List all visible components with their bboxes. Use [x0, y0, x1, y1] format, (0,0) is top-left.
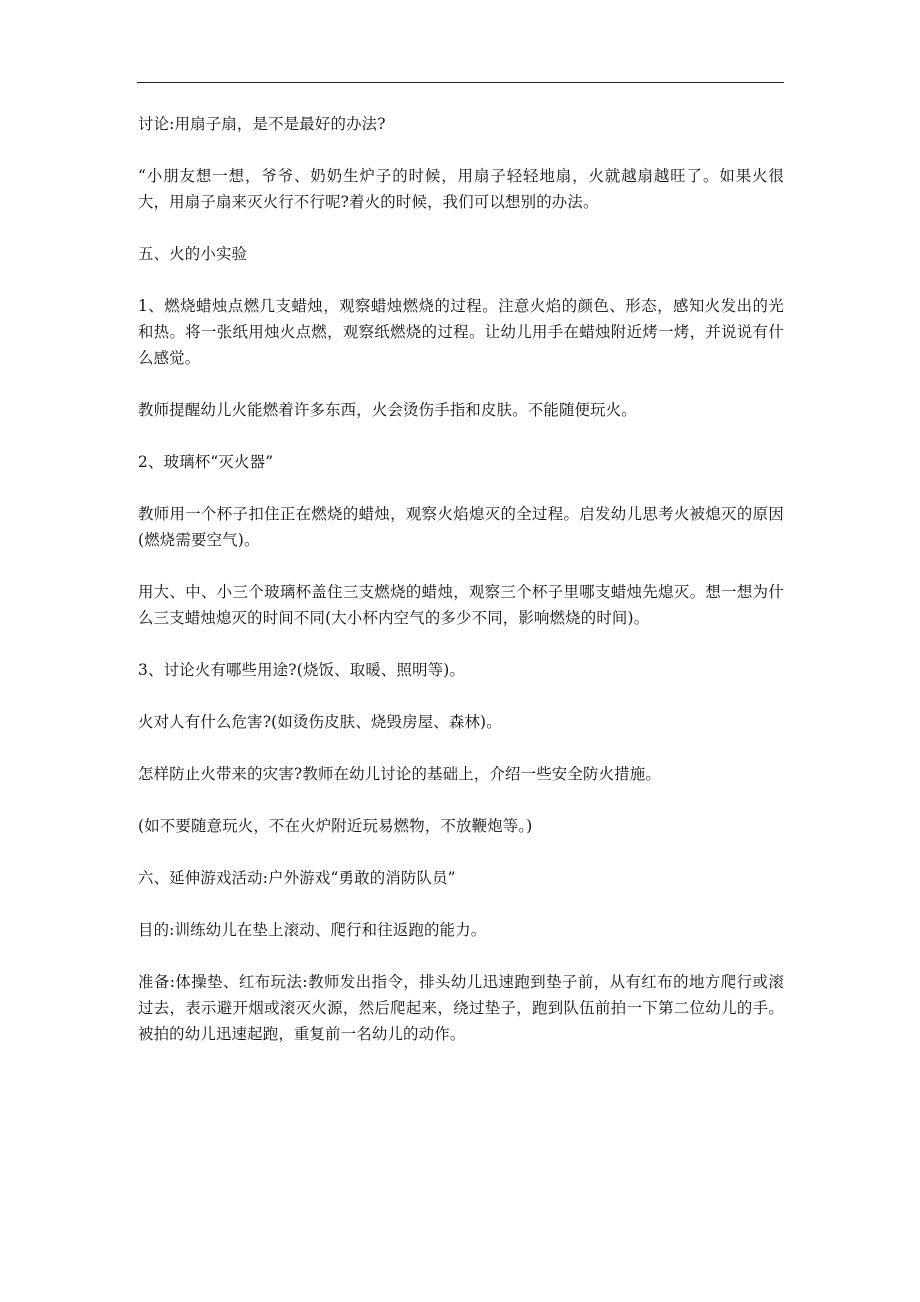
- document-body: [138, 111, 784, 1073]
- paragraph-cup-over-candle: 教师用一个杯子扣住正在燃烧的蜡烛，观察火焰熄灭的全过程。启发幼儿思考火被熄灭的原因(燃烧需要空气)。: [138, 505, 784, 549]
- paragraph-three-cups: 用大、中、小三个玻璃杯盖住三支燃烧的蜡烛，观察三个杯子里哪支蜡烛先熄灭。想一想为什么三支蜡烛熄灭的时间不同(大小杯内空气的多少不同，影响燃烧的时间)。: [138, 583, 784, 627]
- paragraph-fire-prevention: 怎样防止火带来的灾害?教师在幼儿讨论的基础上，介绍一些安全防火措施。: [138, 765, 661, 783]
- paragraph-game-preparation: 准备:体操垫、红布玩法:教师发出指令，排头幼儿迅速跑到垫子前，从有红布的地方爬行或滚过去，表示避开烟或滚灭火源，然后爬起来，绕过垫子，跑到队伍前拍一下第二位幼儿的手。被拍的幼儿迅速起跑，重复前一名幼儿的动作。: [138, 973, 784, 1043]
- paragraph-game-goal: 目的:训练幼儿在垫上滚动、爬行和往返跑的能力。: [138, 921, 487, 939]
- paragraph-fire-uses: 3、讨论火有哪些用途?(烧饭、取暖、照明等)。: [138, 661, 466, 679]
- paragraph-fire-dangers: 火对人有什么危害?(如烫伤皮肤、烧毁房屋、森林)。: [138, 713, 502, 731]
- section-heading-extension-game: 六、延伸游戏活动:户外游戏“勇敢的消防队员”: [138, 869, 456, 887]
- paragraph-teacher-reminder: 教师提醒幼儿火能燃着许多东西，火会烫伤手指和皮肤。不能随便玩火。: [138, 401, 637, 419]
- section-heading-experiment: 五、火的小实验: [138, 245, 248, 263]
- paragraph-candle-burning: 1、燃烧蜡烛点燃几支蜡烛，观察蜡烛燃烧的过程。注意火焰的颜色、形态，感知火发出的光和热。将一张纸用烛火点燃，观察纸燃烧的过程。让幼儿用手在蜡烛附近烤一烤，并说说有什么感觉。: [138, 297, 784, 367]
- paragraph-safety-examples: (如不要随意玩火，不在火炉附近玩易燃物，不放鞭炮等。): [138, 817, 533, 835]
- header-rule: [137, 82, 784, 83]
- paragraph-discussion-fan: 讨论:用扇子扇，是不是最好的办法?: [138, 115, 386, 133]
- subheading-glass-extinguisher: 2、玻璃杯“灭火器”: [138, 453, 274, 471]
- paragraph-quote-fan: “小朋友想一想，爷爷、奶奶生炉子的时候，用扇子轻轻地扇，火就越扇越旺了。如果火很大，用扇子扇来灭火行不行呢?着火的时候，我们可以想别的办法。: [138, 167, 784, 211]
